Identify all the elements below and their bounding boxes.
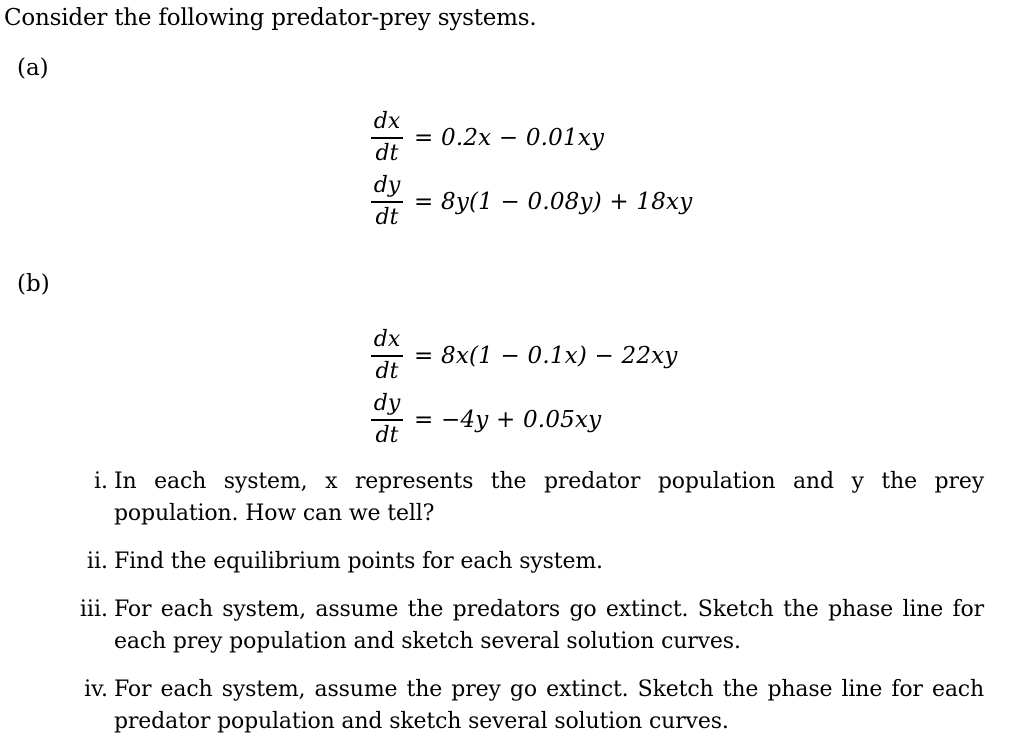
equation-a-dx (370, 106, 692, 170)
question-text: In each system, x represents the predator population and y the prey population. How can we tell? (114, 469, 984, 526)
fraction-numerator: dy (373, 173, 401, 199)
intro-text: Consider the following predator-prey systems. (4, 5, 537, 31)
question-number: iii. (79, 597, 108, 622)
equation-right-side: = 0.2x − 0.01xy (414, 125, 605, 151)
fraction-numerator: dx (373, 109, 401, 135)
equation-right-side: = −4y + 0.05xy (414, 407, 602, 433)
derivative-fraction (370, 391, 404, 448)
fraction-numerator: dx (373, 327, 401, 353)
system-a-equations (370, 106, 692, 234)
fraction-numerator: dy (373, 391, 401, 417)
question-number: i. (93, 469, 108, 494)
question-text: For each system, assume the prey go extinct. Sketch the phase line for each predator population and sketch several solution curves. (114, 677, 984, 734)
fraction-bar (371, 137, 403, 138)
question-number: iv. (84, 677, 108, 702)
fraction-bar (371, 355, 403, 356)
equation-b-dx (370, 324, 678, 388)
question-text: For each system, assume the predators go extinct. Sketch the phase line for each prey population and sketch several solution curves. (114, 597, 984, 654)
equation-right-side: = 8y(1 − 0.08y) + 18xy (414, 189, 693, 215)
fraction-denominator: dt (375, 422, 399, 448)
fraction-bar (371, 419, 403, 420)
part-b-label: (b) (17, 271, 50, 297)
derivative-fraction (370, 327, 404, 384)
fraction-denominator: dt (375, 358, 399, 384)
equation-b-dy (370, 388, 678, 452)
derivative-fraction (370, 173, 404, 230)
part-a-label: (a) (17, 55, 49, 81)
derivative-fraction (370, 109, 404, 166)
fraction-denominator: dt (375, 140, 399, 166)
equation-a-dy (370, 170, 692, 234)
equation-right-side: = 8x(1 − 0.1x) − 22xy (414, 343, 678, 369)
fraction-bar (371, 201, 403, 202)
system-b-equations (370, 324, 678, 452)
question-text: Find the equilibrium points for each system. (114, 549, 603, 574)
question-number: ii. (86, 549, 108, 574)
fraction-denominator: dt (375, 204, 399, 230)
